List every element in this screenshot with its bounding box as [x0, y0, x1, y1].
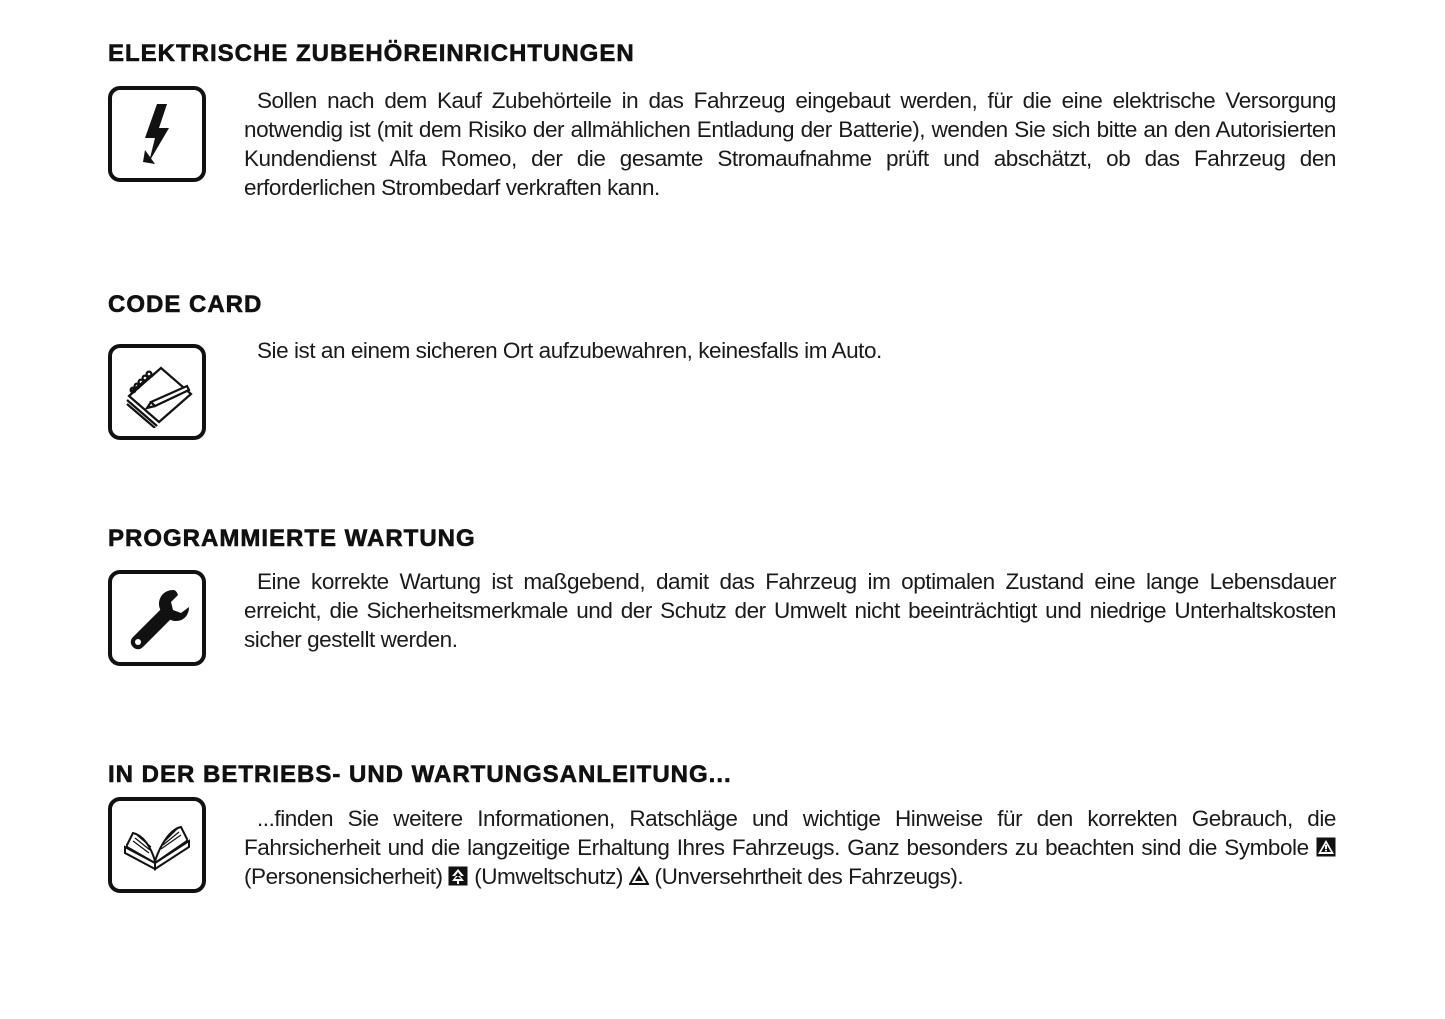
section-heading: ELEKTRISCHE ZUBEHÖREINRICHTUNGEN [108, 40, 635, 67]
text-part-4: (Unversehrtheit des Fahrzeugs). [648, 864, 964, 889]
wrench-graphic [121, 582, 193, 654]
open-book-graphic [121, 809, 193, 881]
section-body-text: Sie ist an einem sicheren Ort aufzubewahren, keinesfalls im Auto. [257, 338, 882, 363]
section-heading: IN DER BETRIEBS- UND WARTUNGSANLEITUNG... [108, 761, 732, 788]
text-part-3: (Umweltschutz) [468, 864, 629, 889]
vehicle-warning-icon [629, 866, 649, 886]
text-part-2: (Personensicherheit) [244, 864, 449, 889]
notepad-graphic [121, 356, 193, 428]
person-warning-icon [1316, 837, 1336, 857]
environment-icon [448, 866, 468, 886]
section-heading: CODE CARD [108, 291, 263, 318]
lightning-bolt-icon [108, 86, 206, 182]
section-body-text: Eine korrekte Wartung ist maßgebend, damit das Fahrzeug im optimalen Zustand eine lange Lebensdauer erreicht, die Sicherheitsmerkmale und der Schutz der Umwelt nicht beeinträchtigt und niedrige Unterhaltskosten sicher gestellt werden. [244, 569, 1336, 652]
section-body-text: Sollen nach dem Kauf Zubehörteile in das Fahrzeug eingebaut werden, für die eine elektrische Versorgung notwendig ist (mit dem Risiko der allmählichen Entladung der Batterie), wenden Sie sich bitte an den Autorisierten Kundendienst Alfa Romeo, der die gesamte Stromaufnahme prüft und abschätzt, ob das Fahrzeug den erforderlichen Strombedarf verkraften kann. [244, 88, 1336, 200]
text-part-1: ...finden Sie weitere Informationen, Ratschläge und wichtige Hinweise für den korrekten Gebrauch, die Fahrsicherheit und die langzeitige Erhaltung Ihres Fahrzeugs. Ganz besonders zu beachten sind die Symbole [244, 806, 1336, 860]
wrench-icon [108, 570, 206, 666]
section-body-text [244, 804, 1336, 891]
notepad-pencil-icon [108, 344, 206, 440]
open-book-icon [108, 797, 206, 893]
lightning-bolt-graphic [121, 98, 193, 170]
section-heading: PROGRAMMIERTE WARTUNG [108, 525, 476, 552]
